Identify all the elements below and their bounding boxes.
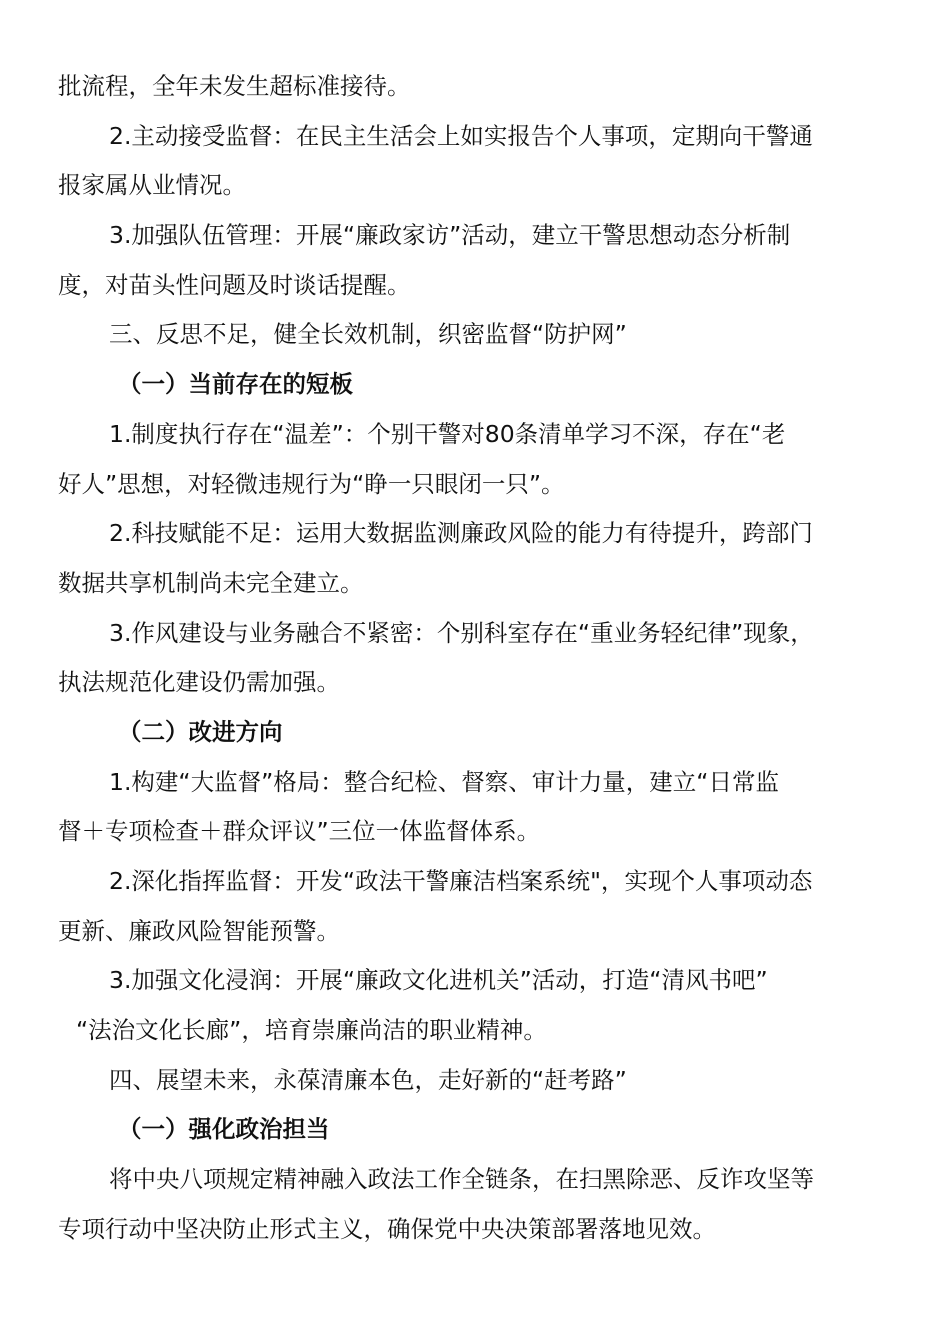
paragraph-line: “法治文化长廊”，培育崇廉尚洁的职业精神。 bbox=[76, 1016, 547, 1045]
paragraph-line: 1.制度执行存在“温差”：个别干警对80条清单学习不深，存在“老 bbox=[109, 419, 786, 448]
paragraph-line: 将中央八项规定精神融入政法工作全链条，在扫黑除恶、反诈攻坚等 bbox=[109, 1165, 814, 1194]
paragraph-line: 好人”思想，对轻微违规行为“睁一只眼闭一只”。 bbox=[58, 469, 565, 498]
paragraph-line: 3.加强队伍管理：开展“廉政家访”活动，建立干警思想动态分析制 bbox=[109, 221, 791, 250]
paragraph-line: 执法规范化建设仍需加强。 bbox=[58, 668, 340, 697]
paragraph-line: 度，对苗头性问题及时谈话提醒。 bbox=[58, 270, 411, 299]
subsection-heading: （一）强化政治担当 bbox=[118, 1115, 330, 1144]
document-page bbox=[58, 62, 894, 1255]
subsection-heading: （二）改进方向 bbox=[118, 717, 283, 746]
paragraph-line: 3.加强文化浸润：开展“廉政文化进机关”活动，打造“清风书吧” bbox=[109, 966, 768, 995]
paragraph-line: 数据共享机制尚未完全建立。 bbox=[58, 568, 364, 597]
section-heading: 三、反思不足，健全长效机制，织密监督“防护网” bbox=[109, 320, 627, 349]
paragraph-line: 3.作风建设与业务融合不紧密：个别科室存在“重业务轻纪律”现象， bbox=[109, 618, 814, 647]
subsection-heading: （一）当前存在的短板 bbox=[118, 370, 353, 399]
paragraph-line: 专项行动中坚决防止形式主义，确保党中央决策部署落地见效。 bbox=[58, 1214, 716, 1243]
paragraph-line: 2.科技赋能不足：运用大数据监测廉政风险的能力有待提升，跨部门 bbox=[109, 519, 813, 548]
paragraph-line: 批流程，全年未发生超标准接待。 bbox=[58, 72, 411, 100]
paragraph-line: 2.主动接受监督：在民主生活会上如实报告个人事项，定期向干警通 bbox=[109, 121, 813, 150]
paragraph-line: 1.构建“大监督”格局：整合纪检、督察、审计力量，建立“日常监 bbox=[109, 767, 779, 796]
paragraph-line: 报家属从业情况。 bbox=[58, 171, 246, 200]
paragraph-line: 更新、廉政风险智能预警。 bbox=[58, 916, 340, 945]
paragraph-line: 2.深化指挥监督：开发“政法干警廉洁档案系统"，实现个人事项动态 bbox=[109, 867, 813, 895]
paragraph-line: 督＋专项检查＋群众评议”三位一体监督体系。 bbox=[58, 817, 541, 846]
section-heading: 四、展望未来，永葆清廉本色，走好新的“赶考路” bbox=[109, 1065, 627, 1094]
